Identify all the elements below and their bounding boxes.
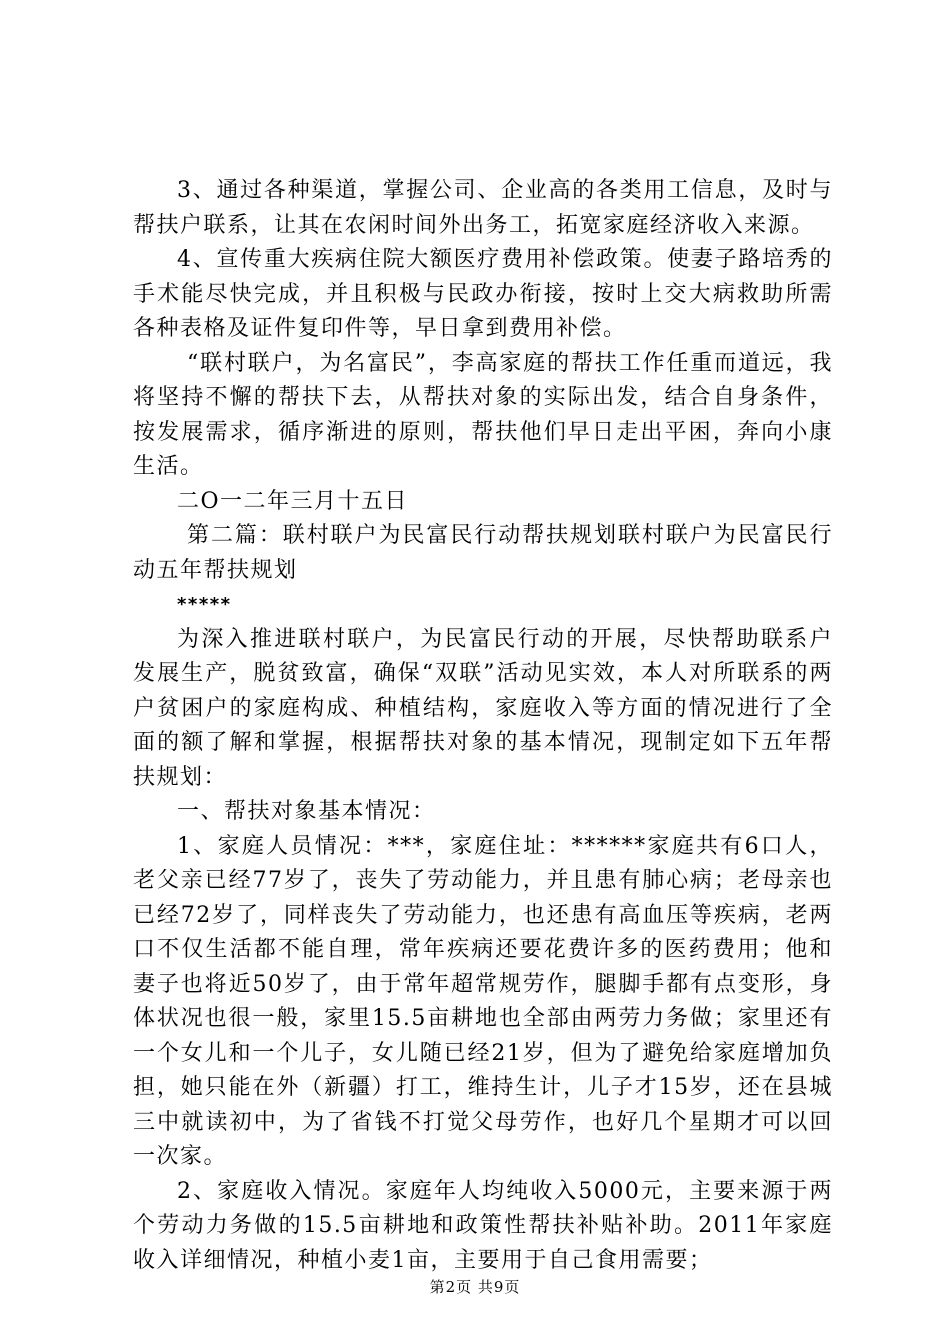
paragraph-family-income: 2、家庭收入情况。家庭年人均纯收入5000元，主要来源于两个劳动力务做的15.5亩耕地和政策性帮扶补贴补助。2011年家庭收入详细情况，种植小麦1亩，主要用于自己食用需要； [133, 1178, 833, 1273]
paragraph-closing: “联村联户，为名富民”，李高家庭的帮扶工作任重而道远，我将坚持不懈的帮扶下去，从帮扶对象的实际出发，结合自身条件，按发展需求，循序渐进的原则，帮扶他们早日走出平困，奔向小康生活。 [133, 350, 833, 479]
section-heading-part-two: 第二篇：联村联户为民富民行动帮扶规划联村联户为民富民行动五年帮扶规划 [133, 523, 833, 583]
subheading-basic-info: 一、帮扶对象基本情况： [177, 799, 436, 824]
paragraph-item-3: 3、通过各种渠道，掌握公司、企业高的各类用工信息，及时与帮扶户联系，让其在农闲时间外出务工，拓宽家庭经济收入来源。 [133, 178, 833, 238]
author-placeholder: ***** [177, 594, 232, 615]
paragraph-family-members: 1、家庭人员情况：***，家庭住址：******家庭共有6口人，老父亲已经77岁了，丧失了劳动能力，并且患有肺心病；老母亲也已经72岁了，同样丧失了劳动能力，也还患有高血压等疾病，老两口不仅生活都不能自理，常年疾病还要花费许多的医药费用；他和妻子也将近50岁了，由于常年超常规劳作，腿脚手都有点变形，身体状况也很一般，家里15.5亩耕地也全部由两劳力务做；家里还有一个女儿和一个儿子，女儿随已经21岁，但为了避免给家庭增加负担，她只能在外（新疆）打工，维持生计，儿子才15岁，还在县城三中就读初中，为了省钱不打觉父母劳作，也好几个星期才可以回一次家。 [133, 833, 833, 1169]
paragraph-item-4: 4、宣传重大疾病住院大额医疗费用补偿政策。使妻子路培秀的手术能尽快完成，并且积极与民政办衔接，按时上交大病救助所需各种表格及证件复印件等，早日拿到费用补偿。 [133, 247, 833, 341]
document-body [133, 174, 833, 1278]
page-footer: 第2页 共9页 [429, 1278, 521, 1296]
paragraph-intro: 为深入推进联村联户，为民富民行动的开展，尽快帮助联系户发展生产，脱贫致富，确保“双联”活动见实效，本人对所联系的两户贫困户的家庭构成、种植结构，家庭收入等方面的情况进行了全面的额了解和掌握，根据帮扶对象的基本情况，现制定如下五年帮扶规划： [133, 626, 833, 790]
paragraph-date: 二O一二年三月十五日 [177, 488, 409, 514]
